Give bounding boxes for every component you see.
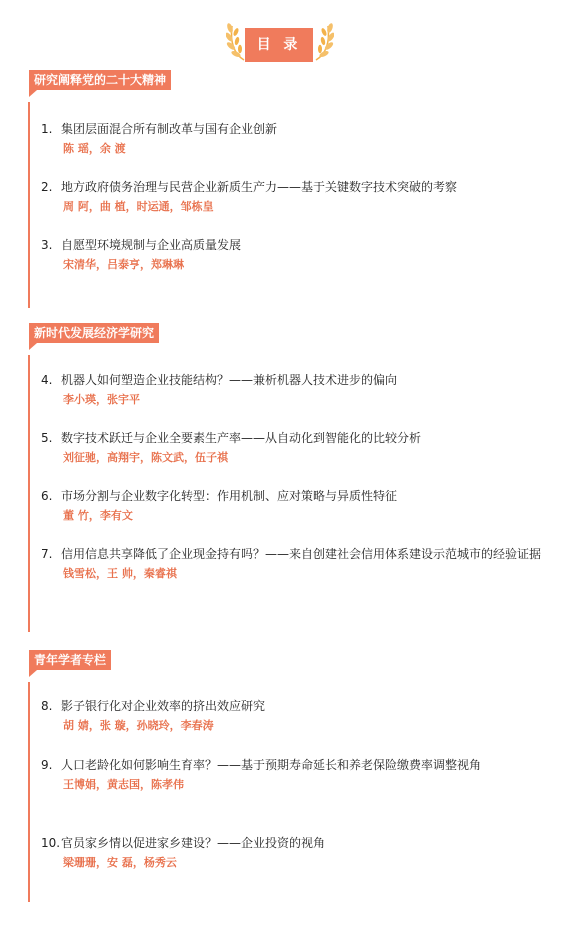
- toc-item-number: 4.: [41, 373, 53, 387]
- toc-item-authors: 胡 婧，张 璇，孙晓玲，李春涛: [63, 719, 214, 732]
- laurel-right-icon: [312, 16, 334, 62]
- section-divider-bar: [28, 102, 30, 308]
- toc-item-title: 集团层面混合所有制改革与国有企业创新: [61, 122, 278, 136]
- toc-item-number: 6.: [41, 489, 53, 503]
- toc-item-authors: 李小瑛，张宇平: [63, 393, 140, 406]
- toc-item[interactable]: [41, 429, 541, 466]
- section-divider-bar: [28, 682, 30, 902]
- toc-item-authors: 宋清华，吕泰亨，郑琳琳: [63, 258, 184, 271]
- toc-item-authors: 刘征驰，高翔宇，陈文武，伍子祺: [63, 451, 228, 464]
- toc-item-title: 人口老龄化如何影响生育率？——基于预期寿命延长和养老保险缴费率调整视角: [61, 758, 482, 772]
- toc-item-number: 9.: [41, 758, 53, 772]
- toc-item[interactable]: [41, 236, 541, 273]
- toc-item-number: 5.: [41, 431, 53, 445]
- toc-item[interactable]: [41, 834, 541, 871]
- toc-item-authors: 梁珊珊，安 磊，杨秀云: [63, 856, 177, 869]
- toc-item-title: 地方政府债务治理与民营企业新质生产力——基于关键数字技术突破的考察: [61, 180, 458, 194]
- toc-item-authors: 陈 瑶，余 渡: [63, 142, 126, 155]
- page-title: 目 录: [245, 28, 313, 62]
- toc-item[interactable]: [41, 545, 541, 582]
- toc-item-title: 影子银行化对企业效率的挤出效应研究: [61, 699, 266, 713]
- page-header: [0, 16, 568, 66]
- toc-item[interactable]: [41, 487, 541, 524]
- section-divider-bar: [28, 355, 30, 632]
- toc-item-number: 7.: [41, 547, 53, 561]
- toc-item[interactable]: [41, 697, 541, 734]
- toc-item-title: 信用信息共享降低了企业现金持有吗？——来自创建社会信用体系建设示范城市的经验证据: [61, 547, 542, 561]
- toc-item-authors: 周 阿，曲 植，时运通，邹栋皇: [63, 200, 214, 213]
- toc-item-number: 1.: [41, 122, 53, 136]
- section-title: 青年学者专栏: [29, 650, 111, 670]
- toc-item-authors: 王博娟，黄志国，陈孝伟: [63, 778, 184, 791]
- toc-item-title: 自愿型环境规制与企业高质量发展: [61, 238, 242, 252]
- toc-item-title: 数字技术跃迁与企业全要素生产率——从自动化到智能化的比较分析: [61, 431, 422, 445]
- toc-item-authors: 董 竹，李有文: [63, 509, 133, 522]
- section-title: 新时代发展经济学研究: [29, 323, 159, 343]
- toc-item[interactable]: [41, 120, 541, 157]
- toc-item-authors: 钱雪松，王 帅，秦睿祺: [63, 567, 177, 580]
- toc-item-number: 10.: [41, 836, 61, 850]
- toc-item-number: 3.: [41, 238, 53, 252]
- toc-item[interactable]: [41, 178, 541, 215]
- toc-item[interactable]: [41, 756, 541, 793]
- toc-item-number: 8.: [41, 699, 53, 713]
- toc-item[interactable]: [41, 371, 541, 408]
- section-title: 研究阐释党的二十大精神: [29, 70, 171, 90]
- toc-item-title: 机器人如何塑造企业技能结构？——兼析机器人技术进步的偏向: [61, 373, 398, 387]
- toc-item-number: 2.: [41, 180, 53, 194]
- toc-item-title: 官员家乡情以促进家乡建设？——企业投资的视角: [61, 836, 326, 850]
- toc-item-title: 市场分割与企业数字化转型：作用机制、应对策略与异质性特征: [61, 489, 398, 503]
